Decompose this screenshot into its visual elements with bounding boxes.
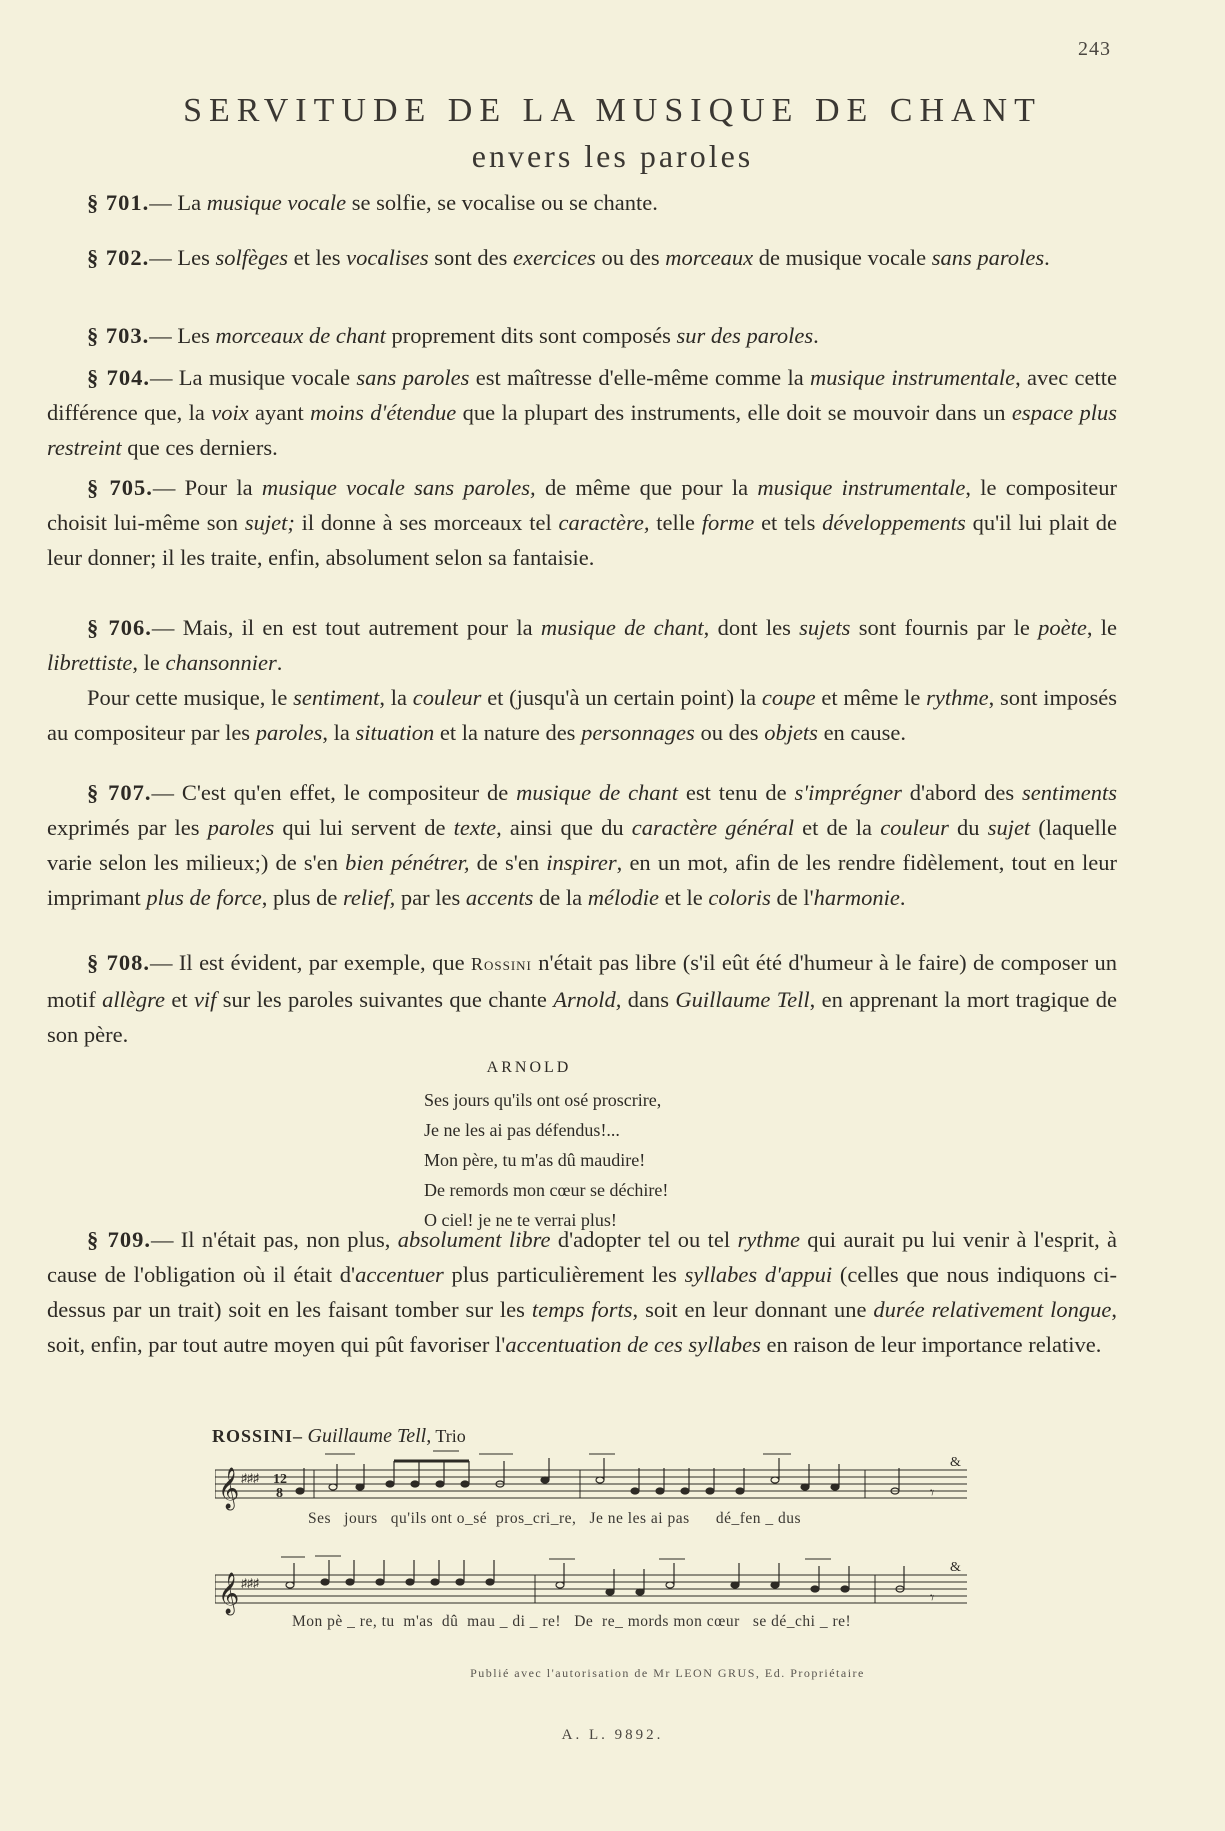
text: , soit, enfin, par tout autre moyen qui pût favoriser l'	[47, 1297, 1117, 1357]
text: , le compositeur choisit lui-même son	[47, 475, 1118, 535]
italic-text: couleur	[412, 685, 482, 710]
paragraph-706	[47, 610, 1117, 680]
italic-text: coloris	[708, 885, 771, 910]
italic-text: sentiments	[1022, 780, 1117, 805]
text: de l'	[770, 885, 814, 910]
paragraph-701	[47, 185, 1117, 220]
poem-line: De remords mon cœur se déchire!	[424, 1180, 669, 1200]
italic-text: relief,	[343, 885, 396, 910]
publisher-credit: Publié avec l'autorisation de Mr LEON GRUS, Ed. Propriétaire	[470, 1666, 865, 1680]
italic-text: musique de chant	[516, 780, 679, 805]
italic-text: Guillaume Tell	[675, 987, 810, 1012]
italic-text: librettiste	[47, 650, 133, 675]
italic-text: accentuer	[355, 1262, 444, 1287]
poem-line: Ses jours qu'ils ont osé proscrire,	[424, 1090, 662, 1110]
time-signature-denominator: 8	[276, 1486, 283, 1501]
text: en raison de leur importance relative.	[760, 1332, 1102, 1357]
section-number: § 707.	[87, 780, 152, 805]
italic-text: moins d'étendue	[310, 400, 457, 425]
text: (celles que nous indiquons ci-dessus par un trait) soit en les faisant tomber sur les	[47, 1262, 1117, 1322]
italic-text: caractère,	[558, 510, 650, 535]
page-subtitle: envers les paroles	[471, 138, 754, 174]
italic-text: musique vocale	[206, 190, 347, 215]
text: ainsi que du	[501, 815, 632, 840]
paragraph-708	[47, 945, 1117, 1052]
italic-text: coupe	[761, 685, 816, 710]
text: ou des	[595, 245, 666, 270]
italic-text: vocalises	[346, 245, 429, 270]
text: sur les paroles suivantes que chante	[216, 987, 554, 1012]
composer-name: ROSSINI–	[212, 1426, 304, 1446]
italic-text: temps forts	[531, 1297, 633, 1322]
text: et de la	[793, 815, 881, 840]
text: — Pour la	[152, 475, 262, 500]
text: qu'il lui plait de leur donner; il les traite, enfin, absolument selon sa fantaisie.	[47, 510, 1117, 570]
text: et la nature des	[434, 720, 582, 745]
text: ou des	[694, 720, 765, 745]
text: d'adopter tel ou tel	[550, 1227, 738, 1252]
italic-text: absolument libre	[397, 1227, 551, 1252]
text: — La musique vocale	[149, 365, 357, 390]
italic-text: sujet;	[244, 510, 295, 535]
italic-text: musique instrumentale	[757, 475, 966, 500]
work-title: Guillaume Tell,	[307, 1425, 432, 1447]
paragraph-702	[47, 240, 1117, 275]
italic-text: accentuation de ces syllabes	[505, 1332, 761, 1357]
text: qui lui servent de	[274, 815, 454, 840]
italic-text: musique de chant	[540, 615, 704, 640]
page-number: 243	[1078, 38, 1111, 60]
paragraph-709	[47, 1222, 1117, 1362]
poem-speaker: ARNOLD	[486, 1059, 572, 1076]
paragraph-706-continued	[47, 680, 1117, 750]
text: et	[165, 987, 194, 1012]
text: de la	[533, 885, 588, 910]
text: , sont imposés au compositeur par les	[47, 685, 1117, 745]
text: et (jusqu'à un certain point) la	[481, 685, 762, 710]
music-example-title	[212, 1425, 466, 1448]
italic-text: bien pénétrer,	[345, 850, 470, 875]
italic-text: inspirer	[546, 850, 617, 875]
text: et même le	[815, 685, 927, 710]
text: se solfie, se vocalise ou se chante.	[346, 190, 658, 215]
text: et les	[288, 245, 347, 270]
text: — Il est évident, par exemple, que	[150, 950, 471, 975]
italic-text: caractère général	[631, 815, 794, 840]
text: que la plupart des instruments, elle doit se mouvoir dans un	[456, 400, 1012, 425]
text: , plus de	[261, 885, 344, 910]
italic-text: couleur	[880, 815, 949, 840]
italic-text: sans paroles	[931, 245, 1045, 270]
text: — Les	[149, 245, 216, 270]
italic-text: rythme	[926, 685, 989, 710]
section-number: § 709.	[87, 1227, 151, 1252]
text: , en apprenant la mort tragique de son père.	[47, 987, 1117, 1047]
text: par les	[395, 885, 466, 910]
italic-text: morceaux	[665, 245, 754, 270]
text: il donne à ses morceaux tel	[294, 510, 559, 535]
italic-text: sans paroles	[356, 365, 470, 390]
text: .	[813, 323, 819, 348]
italic-text: mélodie	[587, 885, 659, 910]
text: et tels	[754, 510, 823, 535]
text: d'abord des	[901, 780, 1022, 805]
text: , avec cette différence que, la	[47, 365, 1118, 425]
text: en cause.	[817, 720, 907, 745]
section-number: § 704.	[87, 365, 150, 390]
rest-icon: 𝄾	[930, 1485, 935, 1502]
text: sont fournis par le	[850, 615, 1039, 640]
section-number: § 703.	[87, 323, 150, 348]
italic-text: plus de force	[146, 885, 262, 910]
text: est maîtresse d'elle-même comme la	[469, 365, 811, 390]
text: et le	[658, 885, 709, 910]
text: , la	[379, 685, 413, 710]
lyrics-line-2: Mon pè _ re, tu m'as dû mau _ di _ re! De re_ mords mon cœur se dé_chi _ re!	[292, 1613, 852, 1630]
poem-line: O ciel! je ne te verrai plus!	[424, 1210, 617, 1230]
time-signature-numerator: 12	[273, 1472, 287, 1487]
work-form: Trio	[431, 1426, 466, 1446]
poem-line: Je ne les ai pas défendus!...	[424, 1120, 620, 1140]
text: — Les	[149, 323, 216, 348]
plate-number: A. L. 9892.	[561, 1727, 664, 1743]
italic-text: musique vocale sans paroles,	[261, 475, 536, 500]
italic-text: sujet	[987, 815, 1031, 840]
rest-icon: 𝄾	[930, 1590, 935, 1607]
text: de s'en	[469, 850, 547, 875]
page-title: SERVITUDE DE LA MUSIQUE DE CHANT	[183, 92, 1042, 129]
italic-text: s'imprégner	[794, 780, 902, 805]
text: — Il n'était pas, non plus,	[150, 1227, 398, 1252]
italic-text: syllabes d'appui	[684, 1262, 833, 1287]
italic-text: forme	[701, 510, 755, 535]
text: — Mais, il en est tout autrement pour la	[151, 615, 541, 640]
italic-text: exercices	[512, 245, 596, 270]
italic-text: Arnold,	[553, 987, 622, 1012]
text: proprement dits sont composés	[385, 323, 677, 348]
text: ayant	[248, 400, 311, 425]
italic-text: objets	[764, 720, 818, 745]
italic-text: espace plus restreint	[47, 400, 1117, 460]
paragraph-704	[47, 360, 1117, 465]
text: telle	[649, 510, 702, 535]
treble-clef-icon: 𝄞	[218, 1468, 240, 1509]
italic-text: paroles	[255, 720, 323, 745]
italic-text: développements	[822, 510, 966, 535]
lyrics-line-1: Ses jours qu'ils ont o_sé pros_cri_re, Je ne les ai pas dé_fen _ dus	[308, 1510, 802, 1527]
italic-text: musique instrumentale	[810, 365, 1016, 390]
text: sont des	[428, 245, 513, 270]
section-number: § 705.	[87, 475, 153, 500]
italic-text: poète	[1038, 615, 1087, 640]
text: est tenu de	[678, 780, 795, 805]
section-number: § 702.	[87, 245, 150, 270]
text: qui aurait pu lui venir à l'esprit, à cause de l'obligation où il était d'	[47, 1227, 1118, 1287]
text: — La	[149, 190, 207, 215]
text: dans	[621, 987, 676, 1012]
repeat-sign-icon: &	[950, 1455, 961, 1470]
text: , le	[132, 650, 166, 675]
key-signature-icon: ♯♯♯	[241, 1576, 259, 1590]
poem-line: Mon père, tu m'as dû maudire!	[424, 1150, 646, 1170]
small-caps-name: Rossini	[470, 954, 532, 974]
text: , le	[1086, 615, 1118, 640]
poem-quote	[424, 1053, 804, 1235]
treble-clef-icon: 𝄞	[218, 1573, 240, 1614]
music-staff-2	[215, 1555, 967, 1645]
key-signature-icon: ♯♯♯	[241, 1471, 259, 1485]
italic-text: personnages	[581, 720, 695, 745]
italic-text: situation	[355, 720, 435, 745]
italic-text: harmonie	[813, 885, 900, 910]
italic-text: chansonnier	[165, 650, 277, 675]
italic-text: sujets	[799, 615, 851, 640]
repeat-sign-icon: &	[950, 1560, 961, 1575]
text: .	[276, 650, 283, 675]
italic-text: texte,	[453, 815, 502, 840]
italic-text: solfèges	[215, 245, 288, 270]
italic-text: vif	[193, 987, 217, 1012]
text: (laquelle varie selon les milieux;) de s'en	[47, 815, 1118, 875]
paragraph-703	[47, 318, 1117, 353]
text: du	[948, 815, 988, 840]
italic-text: sentiment	[293, 685, 380, 710]
italic-text: durée relativement longue	[873, 1297, 1112, 1322]
text: Pour cette musique, le	[87, 685, 294, 710]
text: .	[1044, 245, 1050, 270]
text: de musique vocale	[753, 245, 932, 270]
text: exprimés par les	[47, 815, 208, 840]
text: — C'est qu'en effet, le compositeur de	[151, 780, 517, 805]
italic-text: accents	[465, 885, 534, 910]
text: de même que pour la	[535, 475, 758, 500]
text: plus particulièrement les	[443, 1262, 685, 1287]
section-number: § 706.	[87, 615, 152, 640]
text: , dont les	[703, 615, 800, 640]
text: , soit en leur donnant une	[632, 1297, 874, 1322]
section-number: § 701.	[87, 190, 150, 215]
paragraph-707	[47, 775, 1117, 915]
text: que ces derniers.	[121, 435, 278, 460]
text: .	[899, 885, 906, 910]
italic-text: morceaux de chant	[215, 323, 386, 348]
italic-text: voix	[211, 400, 249, 425]
text: , la	[322, 720, 356, 745]
text: , en un mot, afin de les rendre fidèlement, tout en leur imprimant	[47, 850, 1117, 910]
italic-text: paroles	[207, 815, 275, 840]
italic-text: allègre	[102, 987, 165, 1012]
italic-text: sur des paroles	[676, 323, 814, 348]
text: n'était pas libre (s'il eût été d'humeur à le faire) de composer un motif	[47, 950, 1117, 1012]
section-number: § 708.	[87, 950, 151, 975]
paragraph-705	[47, 470, 1117, 575]
italic-text: rythme	[737, 1227, 800, 1252]
